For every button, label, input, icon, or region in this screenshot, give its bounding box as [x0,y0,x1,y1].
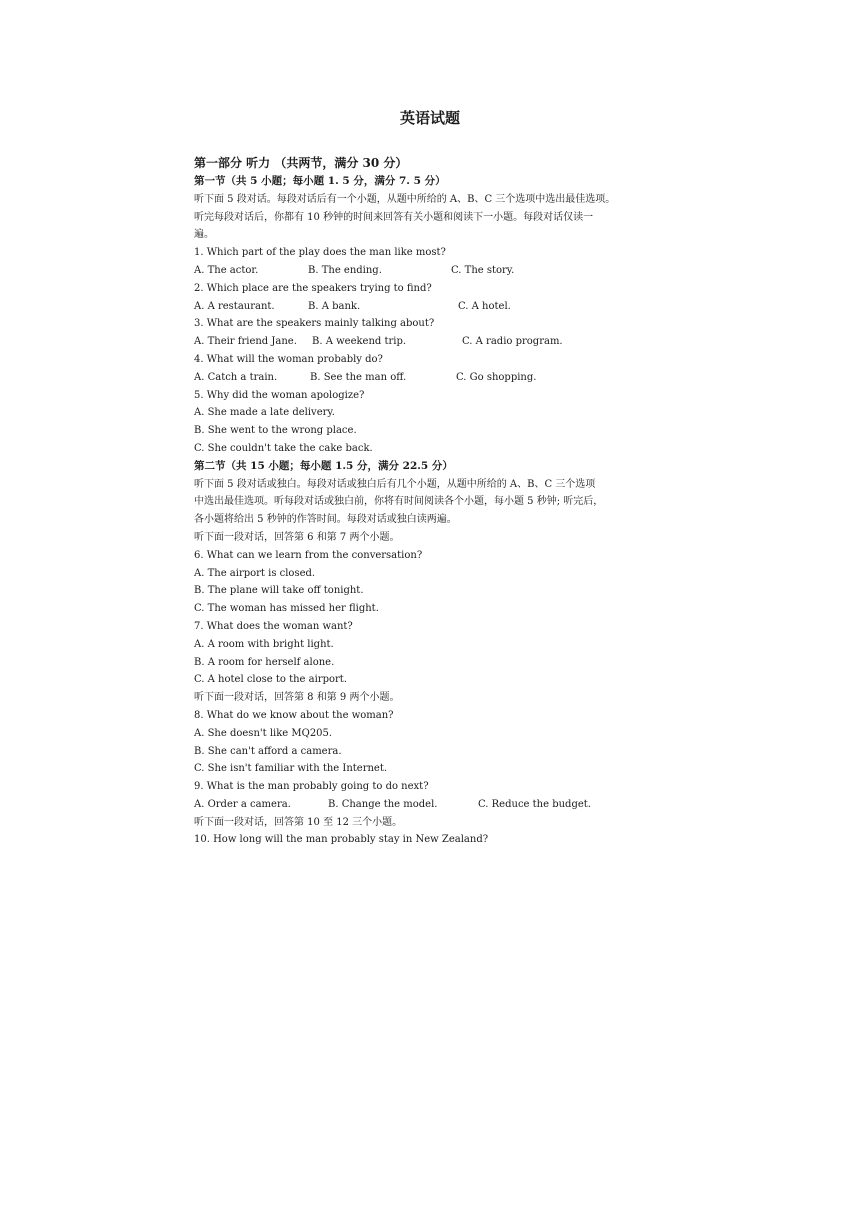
question-stem: 10. How long will the man probably stay in New Zealand? [194,834,489,846]
question-options [194,369,666,387]
question-stem: 2. Which place are the speakers trying to find? [194,282,432,294]
dialogue-lead: 听下面一段对话，回答第 10 至 12 三个小题。 [194,816,403,828]
question-stem: 4. What will the woman probably do? [194,353,383,365]
section2-instruction-line: 中选出最佳选项。听每段对话或独白前，你将有时间阅读各个小题，每小题 5 秒钟; 听完后， [194,496,604,508]
option-a: A. She made a late delivery. [194,407,335,419]
option-b: B. Change the model. [328,798,438,810]
question-options [194,262,666,280]
section2-instruction-line: 听下面 5 段对话或独白。每段对话或独白后有几个小题，从题中所给的 A、B、C 三个选项 [194,478,596,490]
question-stem: 3. What are the speakers mainly talking about? [194,318,435,330]
dialogue-lead: 听下面一段对话，回答第 6 和第 7 两个小题。 [194,531,400,543]
option-a: A. The airport is closed. [194,567,316,579]
option-c: C. Go shopping. [456,371,537,383]
question-stem: 6. What can we learn from the conversation? [194,549,423,561]
question-options [194,796,666,814]
exam-content [194,154,666,849]
section2-heading: 第二节（共 15 小题；每小题 1.5 分，满分 22.5 分） [194,459,453,472]
option-c: C. She couldn't take the cake back. [194,442,373,454]
option-c: C. Reduce the budget. [478,798,591,810]
option-c: C. A hotel. [458,300,511,312]
section1-instruction-line: 听完每段对话后，你都有 10 秒钟的时间来回答有关小题和阅读下一小题。每段对话仅读一 [194,211,594,223]
option-c: C. A radio program. [462,336,563,348]
option-b: B. The ending. [308,264,382,276]
option-b: B. The plane will take off tonight. [194,585,364,597]
question-stem: 1. Which part of the play does the man like most? [194,247,446,259]
question-stem: 5. Why did the woman apologize? [194,389,365,401]
option-b: B. She went to the wrong place. [194,425,357,437]
option-c: C. The woman has missed her flight. [194,603,379,615]
option-b: B. A weekend trip. [312,336,407,348]
option-c: C. She isn't familiar with the Internet. [194,763,388,775]
option-c: C. The story. [451,264,515,276]
option-b: B. See the man off. [310,371,407,383]
question-stem: 8. What do we know about the woman? [194,709,394,721]
dialogue-lead: 听下面一段对话，回答第 8 和第 9 两个小题。 [194,692,400,704]
option-b: B. She can't afford a camera. [194,745,342,757]
question-options [194,298,666,316]
section2-instruction-line: 各小题将给出 5 秒钟的作答时间。每段对话或独白读两遍。 [194,514,457,526]
page-title: 英语试题 [399,109,460,127]
option-a: A. A restaurant. [194,300,275,312]
part1-heading: 第一部分 听力 （共两节，满分 30 分） [194,156,408,170]
option-a: A. She doesn't like MQ205. [194,727,333,739]
option-b: B. A bank. [308,300,361,312]
section1-instruction-line: 听下面 5 段对话。每段对话后有一个小题，从题中所给的 A、B、C 三个选项中选出最佳选项。 [194,193,616,205]
question-stem: 9. What is the man probably going to do next? [194,781,429,793]
option-c: C. A hotel close to the airport. [194,674,347,686]
option-a: A. A room with bright light. [194,638,334,650]
option-a: A. Order a camera. [194,798,291,810]
option-a: A. Catch a train. [194,371,278,383]
section1-instruction-line: 遍。 [194,229,214,241]
option-a: A. The actor. [194,264,259,276]
option-a: A. Their friend Jane. [194,336,297,348]
question-options [194,333,666,351]
section1-heading: 第一节（共 5 小题；每小题 1. 5 分，满分 7. 5 分） [194,175,446,187]
question-stem: 7. What does the woman want? [194,620,353,632]
option-b: B. A room for herself alone. [194,656,335,668]
